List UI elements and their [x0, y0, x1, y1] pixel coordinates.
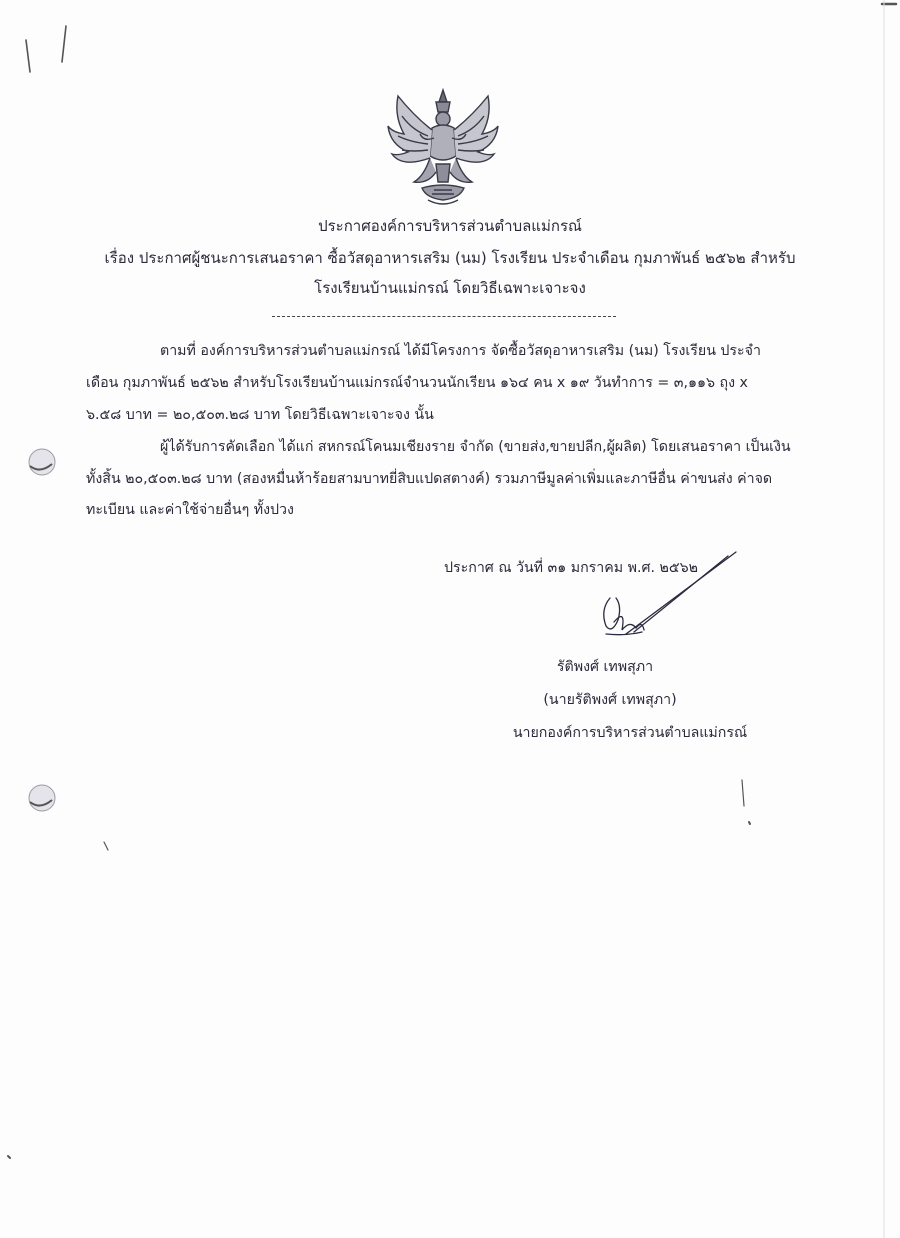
announcement-title: ประกาศองค์การบริหารส่วนตำบลแม่กรณ์ — [318, 217, 582, 235]
announcement-date: ประกาศ ณ วันที่ ๓๑ มกราคม พ.ศ. ๒๕๖๒ — [444, 560, 698, 576]
paragraph-2-line-2: ทั้งสิ้น ๒๐,๕๐๓.๒๘ บาท (สองหมื่นห้าร้อยสามบาทยี่สิบแปดสตางค์) รวมภาษีมูลค่าเพิ่มและภาษีอื่น ค่าขนส่ง ค่าจด — [86, 471, 773, 487]
dashed-divider — [272, 316, 616, 317]
signature-mark — [596, 550, 746, 650]
garuda-emblem-icon — [384, 86, 502, 208]
subject-line-2: โรงเรียนบ้านแม่กรณ์ โดยวิธีเฉพาะเจาะจง — [314, 279, 586, 297]
paragraph-2-line-3: ทะเบียน และค่าใช้จ่ายอื่นๆ ทั้งปวง — [86, 502, 294, 518]
paragraph-1-line-1: ตามที่ องค์การบริหารส่วนตำบลแม่กรณ์ ได้มีโครงการ จัดซื้อวัสดุอาหารเสริม (นม) โรงเรียน ประจำ — [160, 343, 761, 359]
paragraph-2-line-1: ผู้ได้รับการคัดเลือก ได้แก่ สหกรณ์โคนมเชียงราย จำกัด (ขายส่ง,ขายปลีก,ผู้ผลิต) โดยเสนอราคา เป็นเงิน — [160, 439, 791, 455]
signer-name: รัติพงศ์ เทพสุภา — [556, 659, 654, 675]
paragraph-1-line-3: ๖.๕๘ บาท = ๒๐,๕๐๓.๒๘ บาท โดยวิธีเฉพาะเจาะจง นั้น — [86, 407, 434, 423]
signer-position: นายกองค์การบริหารส่วนตำบลแม่กรณ์ — [512, 725, 748, 741]
paragraph-1-line-2: เดือน กุมภาพันธ์ ๒๕๖๒ สำหรับโรงเรียนบ้านแม่กรณ์จำนวนนักเรียน ๑๖๔ คน x ๑๙ วันทำการ = ๓,๑๑๖ ถุง x — [86, 375, 748, 391]
subject-line-1: เรื่อง ประกาศผู้ชนะการเสนอราคา ซื้อวัสดุอาหารเสริม (นม) โรงเรียน ประจำเดือน กุมภาพันธ์ ๒๕๖๒ สำหรับ — [104, 249, 796, 267]
signer-full-name: (นายรัติพงศ์ เทพสุภา) — [543, 692, 677, 708]
